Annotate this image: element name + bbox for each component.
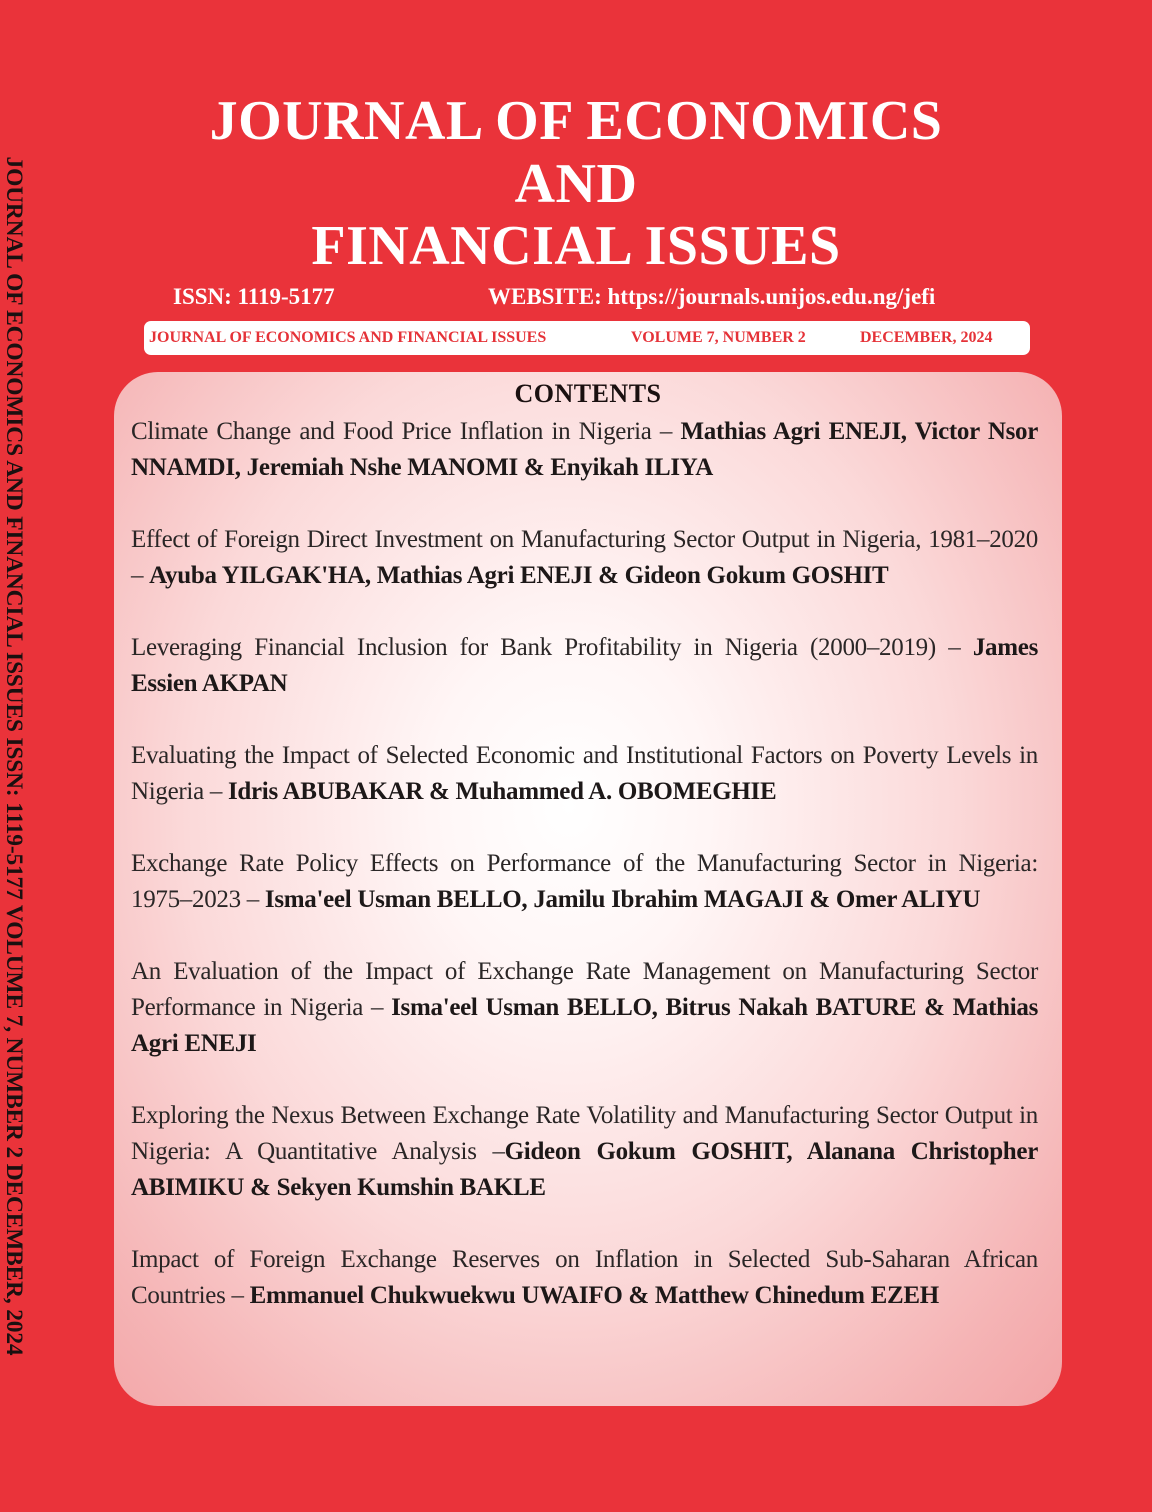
entry-authors: Isma'eel Usman BELLO, Jamilu Ibrahim MAGAJI & Omer ALIYU bbox=[264, 886, 981, 913]
contents-entry bbox=[131, 738, 1038, 810]
issn-label: ISSN: 1119-5177 bbox=[173, 284, 335, 309]
contents-entry bbox=[131, 954, 1038, 1062]
entry-title: Leveraging Financial Inclusion for Bank Profitability in Nigeria (2000–2019) – bbox=[131, 634, 973, 661]
contents-entry bbox=[131, 630, 1038, 702]
entry-title: An Evaluation of the Impact of Exchange Rate Management on Manufacturing Sector Performance in Nigeria – bbox=[131, 958, 1038, 1021]
issue-info-bar bbox=[144, 321, 1030, 355]
entry-authors: Idris ABUBAKAR & Muhammed A. OBOMEGHIE bbox=[227, 778, 777, 805]
entry-title: Impact of Foreign Exchange Reserves on Inflation in Selected Sub-Saharan African Countries – bbox=[131, 1246, 1038, 1309]
journal-title bbox=[0, 90, 1152, 278]
contents-heading: CONTENTS bbox=[514, 379, 662, 408]
entry-authors: Gideon Gokum GOSHIT, Alanana Christopher ABIMIKU & Sekyen Kumshin BAKLE bbox=[131, 1138, 1038, 1201]
entry-title: Effect of Foreign Direct Investment on Manufacturing Sector Output in Nigeria, 1981–2020 – bbox=[131, 526, 1038, 589]
journal-title-line-2: AND bbox=[514, 152, 638, 215]
website-label: WEBSITE: https://journals.unijos.edu.ng/jefi bbox=[488, 284, 936, 309]
issue-volume: VOLUME 7, NUMBER 2 bbox=[631, 329, 806, 346]
contents-entry bbox=[131, 522, 1038, 594]
entry-title: Evaluating the Impact of Selected Economic and Institutional Factors on Poverty Levels in Nigeria – bbox=[131, 742, 1038, 805]
entry-authors: Ayuba YILGAK'HA, Mathias Agri ENEJI & Gideon Gokum GOSHIT bbox=[149, 562, 889, 589]
contents-entry bbox=[131, 414, 1038, 486]
contents-entry bbox=[131, 1098, 1038, 1206]
issue-date: DECEMBER, 2024 bbox=[860, 329, 993, 346]
contents-entry bbox=[131, 1242, 1038, 1314]
entry-authors: Isma'eel Usman BELLO, Bitrus Nakah BATURE & Mathias Agri ENEJI bbox=[131, 994, 1038, 1057]
entry-title: Exchange Rate Policy Effects on Performance of the Manufacturing Sector in Nigeria: 1975–2023 – bbox=[131, 850, 1038, 913]
entry-title: Exploring the Nexus Between Exchange Rate Volatility and Manufacturing Sector Output in Nigeria: A Quantitative Analysis – bbox=[131, 1102, 1038, 1165]
entry-authors: Mathias Agri ENEJI, Victor Nsor NNAMDI, Jeremiah Nshe MANOMI & Enyikah ILIYA bbox=[131, 418, 1038, 481]
journal-title-line-3: FINANCIAL ISSUES bbox=[311, 215, 841, 277]
entry-authors: Emmanuel Chukwuekwu UWAIFO & Matthew Chinedum EZEH bbox=[249, 1282, 939, 1309]
issue-journal-name: JOURNAL OF ECONOMICS AND FINANCIAL ISSUES bbox=[149, 329, 547, 346]
contents-list bbox=[131, 414, 1038, 1314]
spine-text: JOURNAL OF ECONOMICS AND FINANCIAL ISSUES ISSN: 1119-5177 VOLUME 7, NUMBER 2 DECEMBER, 2024 bbox=[1, 156, 27, 1356]
journal-title-line-1: JOURNAL OF ECONOMICS bbox=[209, 90, 943, 152]
contents-entry bbox=[131, 846, 1038, 918]
entry-title: Climate Change and Food Price Inflation in Nigeria – bbox=[131, 418, 681, 445]
entry-authors: James Essien AKPAN bbox=[131, 634, 1038, 697]
